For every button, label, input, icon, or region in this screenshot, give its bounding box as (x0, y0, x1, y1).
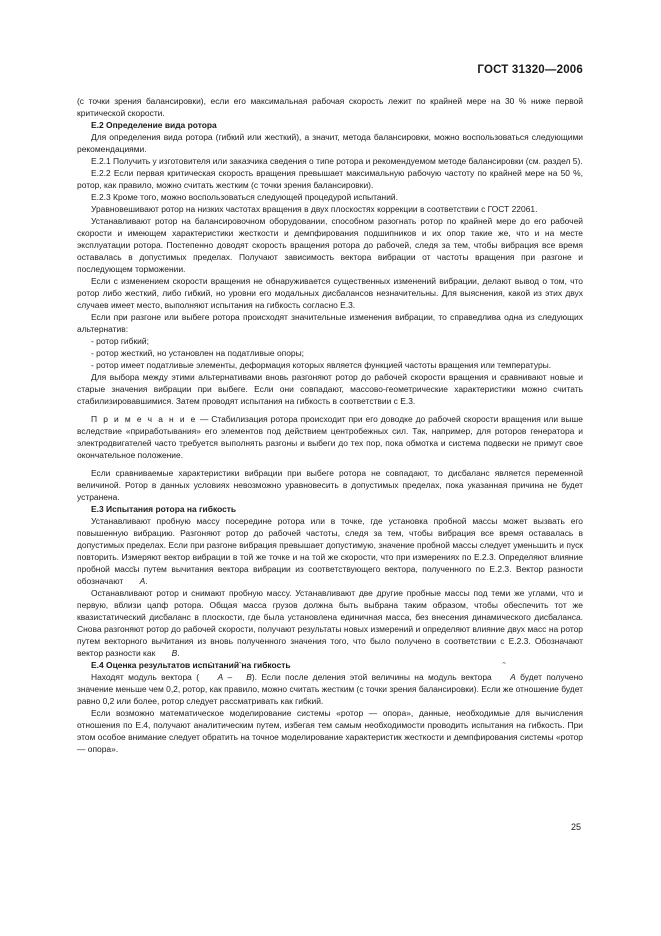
section-heading-e3: E.3 Испытания ротора на гибкость (91, 504, 237, 514)
vector-symbol: › A (203, 671, 223, 683)
standard-header: ГОСТ 31320—2006 (477, 64, 583, 76)
paragraph-text: . (145, 576, 148, 586)
paragraph: Устанавливают ротор на балансировочном оборудовании, способном разогнать ротор по крайней мере до его рабочей скорости и имеющем характеристики жесткости и демпфирования подшипников и их опор такие же, что и на месте эксплуатации ротора. Постепенно доводят скорость вращения ротора до рабочей, следя за тем, чтобы вибрация все время оставалась в допустимых пределах. Получают зависимость вектора вибрации от частоты вращения при разгоне и последующем торможении. (77, 216, 583, 274)
paragraph-text: . (177, 648, 180, 658)
paragraph-text: – (223, 672, 233, 682)
paragraph: Для определения вида ротора (гибкий или жесткий), а значит, метода балансировки, можно воспользоваться следующими рекомендациями. (77, 132, 583, 154)
paragraph-text: Останавливают ротор и снимают пробную массу. Устанавливают две другие пробные массы под теми же углами, что и первую, вблизи цапф ротора. Общая масса грузов должна быть выбрана таким образом, чтобы обеспечить тот же квазистатический дисбаланс в плоскости, где была установлена единичная масса, без внесения динамического дисбаланса. Снова разгоняют ротор до рабочей скорости, получают результаты новых измерений и определяют влияние двух масс на ротор путем векторного вычитания из вновь полученного значения того, что было получено в соответствии с E.2.3. Обозначают вектор разности как (77, 588, 583, 658)
paragraph: Если возможно математическое моделирование системы «ротор — опора», данные, необходимые для вычисления отношения по E.4, получают аналитическим путем, избегая тем самым необходимости проводить испытания на гибкость. При этом особое внимание следует обратить на точное моделирование характеристик жесткости и демпфирования системы «ротор — опора». (77, 708, 583, 754)
note-text: — Стабилизация ротора происходит при его доводке до рабочей скорости вращения или выше вследствие «приработывания» его элементов под действием центробежных сил. Так, например, для роторов генератора и электродвигателей часто требуется выполнять разгоны и выбеги до тех пор, пока обмотка и система подвески не примут свое окончательное положение. (77, 414, 584, 460)
paragraph: E.2.2 Если первая критическая скорость вращения превышает максимальную рабочую частоту по крайней мере на 50 %, ротор, как правило, можно считать жестким (с точки зрения балансировки). (77, 168, 583, 190)
paragraph-text: ). Если после деления этой величины на модуль вектора (251, 672, 497, 682)
paragraph-text: будет получено значение меньше чем 0,2, ротор, как правило, можно считать жестким (с точки зрения балансировки). Если же отношение будет равно 0,2 или более, ротор следует рассматривать как гибкий. (77, 672, 583, 706)
note (77, 413, 583, 461)
section-heading-e4: E.4 Оценка результатов испытаний на гибкость (91, 660, 291, 670)
page-number: 25 (570, 822, 581, 832)
section-heading-e2: E.2 Определение вида ротора (91, 120, 217, 130)
paragraph-text: Находят модуль вектора ( (91, 672, 204, 682)
vector-symbol: › A (126, 575, 146, 587)
paragraph: Для выбора между этими альтернативами вновь разгоняют ротор до рабочей скорости вращения и сравнивают новые и старые значения вибрации при выбеге. Если они совпадают, массово-геометрические характеристики можно считать стабилизировавшимися. Затем проводят испытания на гибкость в соответствии с E.3. (77, 372, 583, 406)
document-body (77, 95, 583, 755)
vector-symbol: › A (496, 671, 516, 683)
paragraph (77, 671, 583, 707)
paragraph: Если сравниваемые характеристики вибрации при выбеге ротора не совпадают, то дисбаланс является переменной величиной. Ротор в данных условиях невозможно уравновесить в допустимых пределах, пока указанная причина не будет устранена. (77, 468, 583, 502)
list-item: - ротор гибкий; (91, 336, 149, 346)
paragraph-text: Устанавливают пробную массу посередине ротора или в точке, где установка пробной массы может вызвать его повышенную вибрацию. Разгоняют ротор до рабочей частоты, следя за тем, чтобы вибрация все время оставалась в допустимых пределах. Если при разгоне вибрация превышает допустимую, значение пробной массы следует уменьшить и пуск повторить. Измеряют вектор вибрации в той же точке и на той же скорости, что при измерениях по E.2.3. Определяют влияние пробной массы путем вычитания вектора вибрации из соответствующего вектора, полученного по E.2.3. Вектор разности обозначают (77, 516, 583, 586)
list-item: - ротор жесткий, но установлен на податливые опоры; (91, 348, 304, 358)
paragraph: (с точки зрения балансировки), если его максимальная рабочая скорость лежит по крайней мере на 30 % ниже первой критической скорости. (77, 96, 583, 118)
list-item: - ротор имеет податливые элементы, деформация которых является функцией частоты вращения или температуры. (91, 360, 552, 370)
note-label: П р и м е ч а н и е (91, 414, 197, 424)
vector-symbol: › B (232, 671, 252, 683)
paragraph: E.2.1 Получить у изготовителя или заказчика сведения о типе ротора и рекомендуемом методе балансировки (см. раздел 5). (91, 156, 583, 166)
paragraph (77, 587, 583, 659)
paragraph: E.2.3 Кроме того, можно воспользоваться следующей процедурой испытаний. (91, 192, 398, 202)
paragraph (77, 515, 583, 587)
paragraph: Если при разгоне или выбеге ротора происходят значительные изменения вибрации, то справедлива одна из следующих альтернатив: (77, 312, 583, 334)
paragraph: Если с изменением скорости вращения не обнаруживается существенных изменений вибрации, делают вывод о том, что ротор либо жесткий, либо гибкий, но уровни его модальных дисбалансов незначительны. Для выяснения, какой из этих двух случаев имеет место, выполняют испытания на гибкость согласно E.3. (77, 276, 583, 310)
paragraph: Уравновешивают ротор на низких частотах вращения в двух плоскостях коррекции в соответствии с ГОСТ 22061. (91, 204, 538, 214)
vector-symbol: › B (158, 647, 178, 659)
